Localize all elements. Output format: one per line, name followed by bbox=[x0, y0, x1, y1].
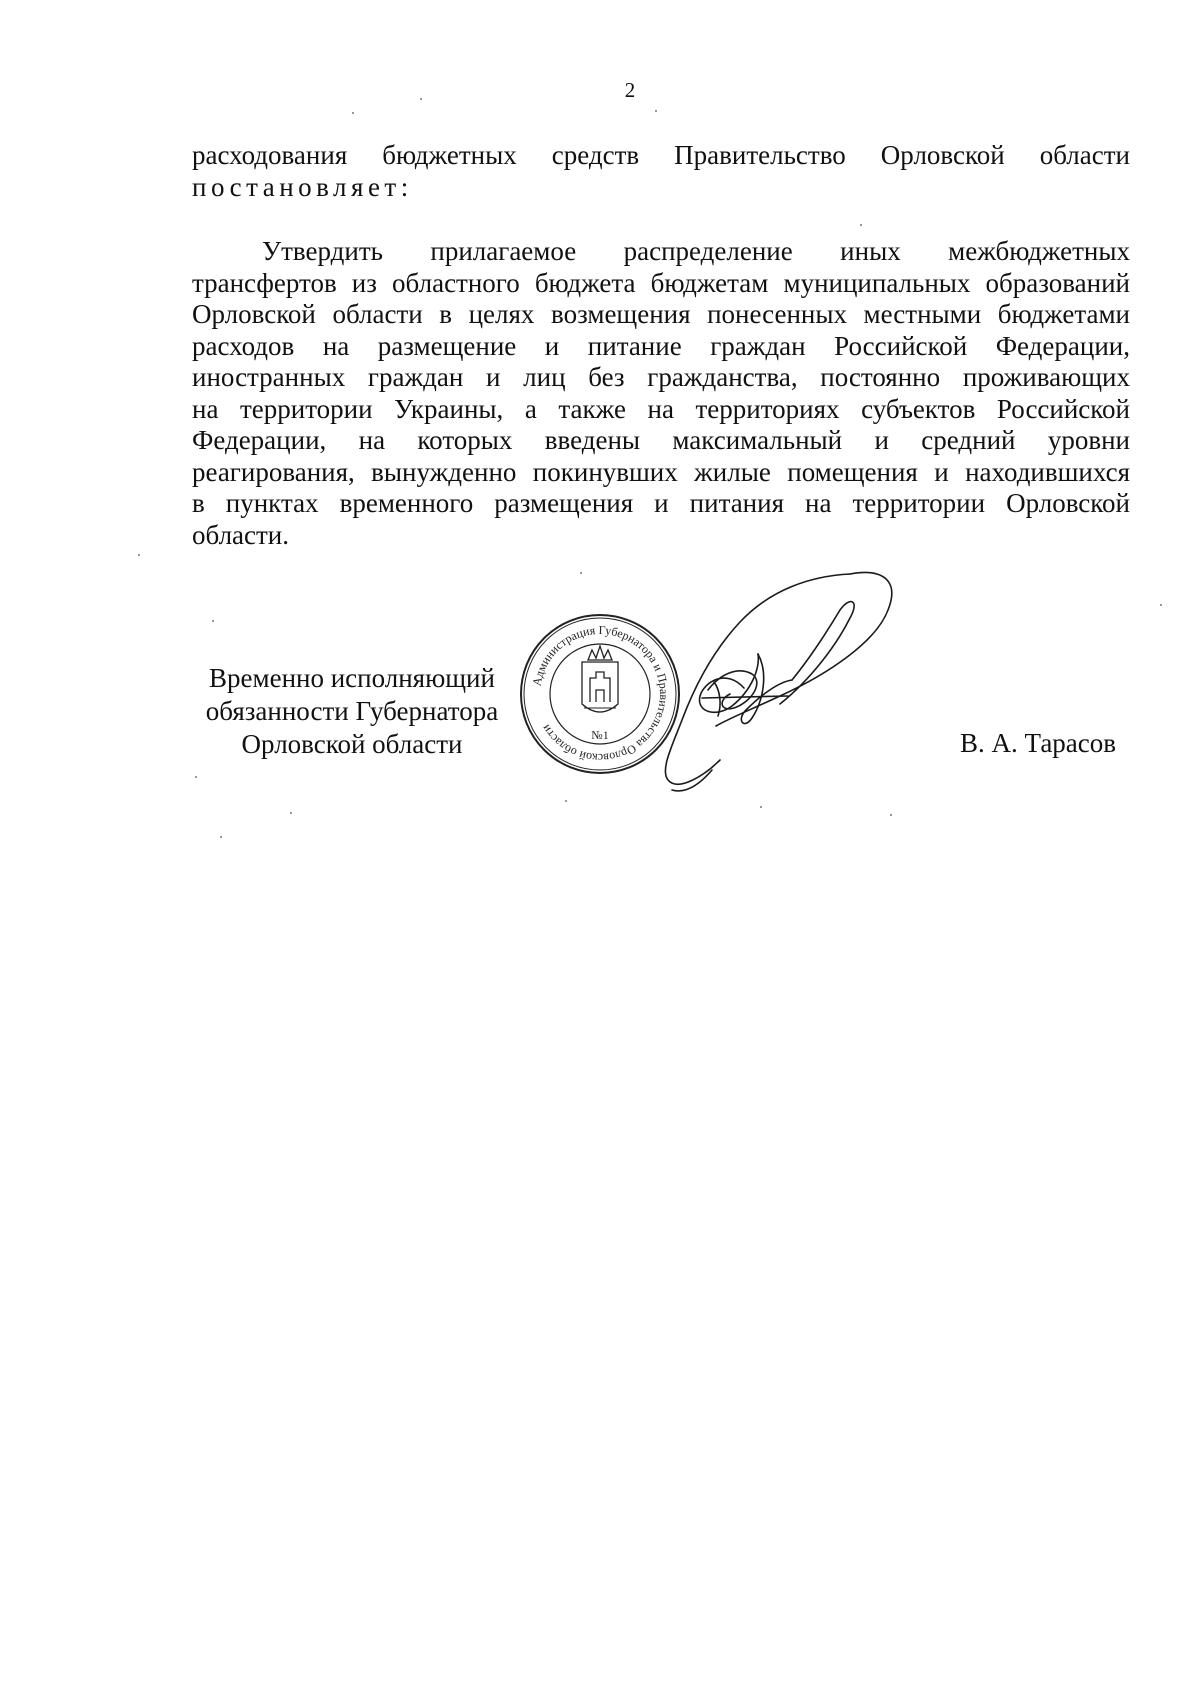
signatory-line-2: обязанности Губернатора bbox=[205, 696, 499, 726]
decree-line: расходов на размещение и питание граждан Российской Федерации, bbox=[192, 330, 1130, 361]
signer-name: В. А. Тарасов bbox=[960, 728, 1117, 758]
page-number: 2 bbox=[624, 78, 636, 102]
intro-line-1: расходования бюджетных средств Правительство Орловской области bbox=[192, 140, 1130, 170]
scan-speck bbox=[1160, 604, 1162, 606]
signatory-line-1: Временно исполняющий bbox=[209, 663, 495, 693]
decree-line: Утвердить прилагаемое распределение иных межбюджетных bbox=[262, 236, 1130, 266]
scan-speck bbox=[290, 812, 292, 814]
scan-speck bbox=[655, 110, 657, 112]
signatory-title bbox=[196, 662, 508, 761]
official-seal bbox=[518, 612, 682, 776]
decree-line: в пунктах временного размещения и питания на территории Орловской bbox=[192, 488, 1130, 518]
scan-speck bbox=[760, 806, 762, 808]
scan-speck bbox=[420, 98, 422, 100]
seal-number: №1 bbox=[591, 728, 609, 742]
scan-speck bbox=[890, 814, 892, 816]
coat-of-arms-icon bbox=[582, 646, 618, 712]
scan-speck bbox=[860, 224, 862, 226]
handwritten-signature bbox=[660, 570, 960, 810]
intro-line-2: постановляет: bbox=[192, 171, 413, 202]
decree-line: реагирования, вынужденно покинувших жилые помещения и находившихся bbox=[192, 456, 1130, 487]
decree-line: области. bbox=[192, 519, 290, 550]
scan-speck bbox=[212, 620, 214, 622]
decree-line: на территории Украины, а также на территориях субъектов Российской bbox=[192, 393, 1130, 424]
decree-line: трансфертов из областного бюджета бюджетам муниципальных образований bbox=[192, 267, 1130, 298]
decree-line: Федерации, на которых введены максимальный и средний уровни bbox=[192, 425, 1130, 455]
scan-speck bbox=[565, 800, 567, 802]
scan-speck bbox=[195, 776, 197, 778]
decree-line: Орловской области в целях возмещения понесенных местными бюджетами bbox=[192, 299, 1130, 329]
decree-line: иностранных граждан и лиц без гражданства, постоянно проживающих bbox=[192, 362, 1130, 392]
scan-speck bbox=[220, 836, 222, 838]
intro-paragraph bbox=[192, 140, 1130, 203]
scan-speck bbox=[580, 572, 582, 574]
decree-paragraph bbox=[192, 236, 1130, 551]
scan-speck bbox=[138, 554, 140, 556]
scan-speck bbox=[352, 112, 354, 114]
signatory-line-3: Орловской области bbox=[241, 729, 463, 759]
seal-ring-text: Администрация Губернатора и Правительства Орловской области bbox=[529, 622, 672, 766]
